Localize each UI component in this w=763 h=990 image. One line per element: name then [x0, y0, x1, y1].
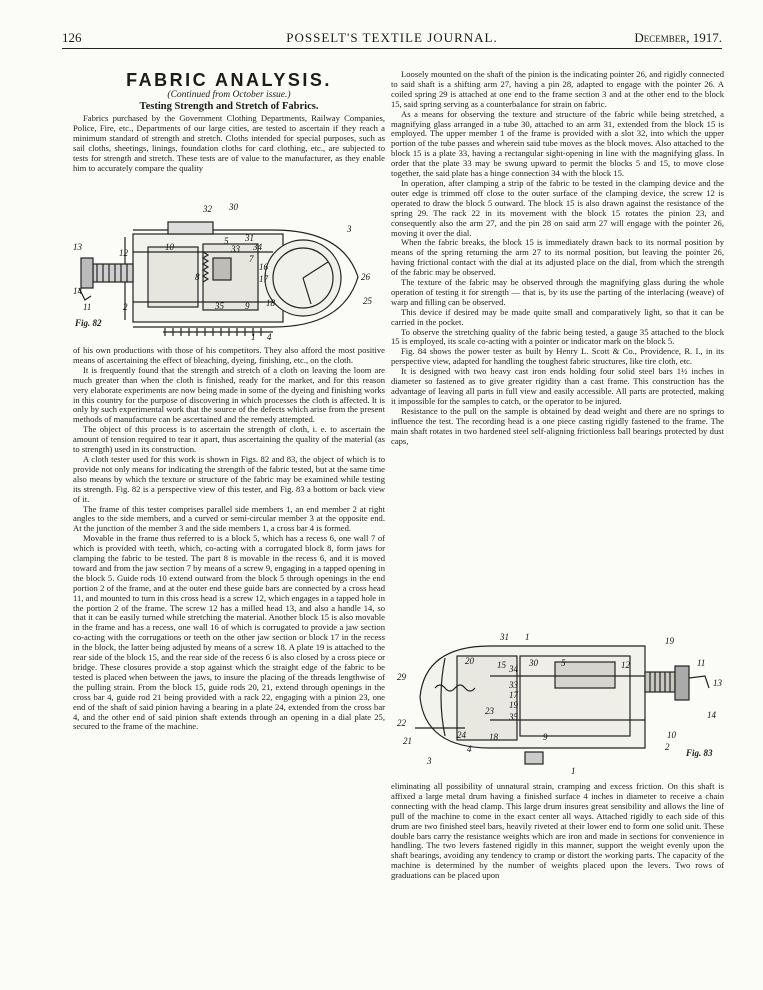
fig83-label: 1 — [525, 632, 530, 642]
paragraph: When the fabric breaks, the block 15 is immediately drawn back to its normal position by means of the spring returning the arm 27 to its normal position, but leaving the pointer 26, having frictional contact with the dial at its adjusted place on the dial, from which the strength of the fabric may be observed. — [391, 237, 724, 278]
paragraph: Fabrics purchased by the Government Clothing Departments, Railway Companies, Police, Fire, etc., Departments of our large cities, are tested to ascertain if they reach a minimum standard of strength and stretch. Cloths intended for special purposes, such as sail cloths, sheetings, linings, foundation cloths for card clothing, etc., are subjected to tests for strength and stretch. These tests are of value to the manufacturer, as they enable him to accurately compare the quality — [73, 113, 385, 173]
fig83-label: 19 — [665, 636, 674, 646]
fig82-label: 14 — [73, 286, 82, 296]
figure-82-caption: Fig. 82 — [75, 318, 102, 328]
page-number: 126 — [62, 30, 82, 45]
fig83-label: 12 — [621, 660, 630, 670]
right-column-continuation — [391, 782, 724, 881]
fig83-label: 22 — [397, 718, 406, 728]
fig83-label: 35 — [509, 712, 518, 722]
fig83-label: 1 — [571, 766, 576, 776]
fig82-label: 32 — [203, 204, 212, 214]
paragraph: Loosely mounted on the shaft of the pinion is the indicating pointer 26, and rigidly connected to said shaft is a shifting arm 27, having a pin 28, adapted to engage with the pointer 26. A coiled spring 29 is attached at one end to the frame section 3 and at the other end to the block 15, said spring serving as a counterbalance for strain on fabric. — [391, 69, 724, 109]
fig82-label: 35 — [215, 301, 224, 311]
section-heading: Testing Strength and Stretch of Fabrics. — [139, 101, 319, 112]
paragraph: The object of this process is to ascertain the strength of cloth, i. e. to ascertain the amount of tension required to tear it apart, thus ascertaining the quality of the material (as to strength) used in its construction. — [73, 424, 385, 455]
article-title: FABRIC ANALYSIS. — [126, 70, 332, 90]
fig83-label: 11 — [697, 658, 706, 668]
fig82-label: 12 — [119, 248, 128, 258]
paragraph: eliminating all possibility of unnatural strain, cramping and excess friction. On this shaft is affixed a large metal drum having a finished surface 4 inches in diameter to receive a chain connecting with the head clamp. This large drum insures great sensibility and allows the line of pull of the machine to come in the exact center all ways. Attached rigidly to each side of this drum are two finished steel bars, heavily riveted at their lower end to form one solid unit. These double bars carry the resistance weights which are iron and made in sections for convenience in handling. The two levers fastened rigidly in this manner, support the weight evenly upon the shaft bearings, avoiding any tendency to cramp or distort the working parts. The capacity of the machine is determined by the number of weights placed upon the levers. Two rows of graduations can be placed upon — [391, 781, 724, 881]
figure-82-illustration — [73, 192, 385, 342]
fig82-label: 26 — [361, 272, 370, 282]
paragraph: In operation, after clamping a strip of the fabric to be tested in the clamping device and the outer edge is trimmed off close to the outer surface of the clamping device, the screw 12 is operated to draw the block 5 outward. The block 15 is also drawn against the resistance of the spring 29. The rack 22 in its movement with the block 15 rotates the pinion 23, and consequently also the arm 27, and the pin 28 on said arm 27 will engage with the pointer 26, moving it over the dial. — [391, 177, 724, 238]
paragraph: To observe the stretching quality of the fabric being tested, a gauge 35 attached to the block 15 is employed, its scale co-acting with a pointer or indicator mark on the block 5. — [391, 326, 724, 347]
fig82-label: 8 — [195, 272, 200, 282]
paragraph: The texture of the fabric may be observed through the magnifying glass during the whole operation of testing it for strength — that is, by its use the parting of the interlacing (weave) of warp and filling can be observed. — [391, 277, 724, 307]
fig83-label: 23 — [485, 706, 494, 716]
fig82-label: 18 — [266, 298, 275, 308]
fig83-label: 5 — [561, 658, 566, 668]
paragraph: Fig. 84 shows the power tester as built by Henry L. Scott & Co., Providence, R. I., in its perspective view, adapted for handling the toughest fabric structures, like tire cloth, etc. — [391, 346, 724, 367]
paragraph: It is frequently found that the strength and stretch of a cloth on leaving the loom are much greater than when the cloth is finished, ready for the market, and for this reason very elaborate experiments are now being made in some of the dyeing and finishing works in this country for the purpose of discovering in which processes the cloth is affected. It is only by such experimental work that the source of the defects which arise from the present methods of manufacture can be ascertained and the remedy attempted. — [73, 364, 385, 425]
figure-83-illustration — [395, 628, 725, 778]
fig83-label: 34 — [509, 664, 518, 674]
fig82-label: 30 — [229, 202, 238, 212]
paragraph: Resistance to the pull on the sample is obtained by dead weight and there are no springs to influence the test. The recording head is a one piece casting rigidly fastened to the frame. The main shaft rotates in two hardened steel self-aligning frictionless ball bearings protected by dust caps, — [391, 405, 724, 446]
fig83-label: 18 — [489, 732, 498, 742]
fig82-label: 9 — [245, 301, 250, 311]
article-continued-note: (Continued from October issue.) — [167, 90, 291, 100]
fig82-label: 7 — [249, 254, 254, 264]
fig82-label: 33 — [231, 244, 240, 254]
fig82-label: 16 — [259, 262, 268, 272]
journal-title: POSSELT'S TEXTILE JOURNAL. — [286, 30, 498, 45]
fig82-label: 34 — [253, 242, 262, 252]
figure-83-caption: Fig. 83 — [686, 748, 713, 758]
paragraph: It is designed with two heavy cast iron ends holding four solid steel bars 1½ inches in diameter so fastened as to give greater rigidity than a cast frame. This construction has the advantage of leaving all parts in full view and easily accessible. All parts are protected, making it impossible for the samples to catch, or the operator to be injured. — [391, 366, 724, 406]
fig83-label: 4 — [467, 744, 472, 754]
fig82-label: 17 — [259, 274, 268, 284]
fig82-label: 11 — [83, 302, 92, 312]
fig83-label: 3 — [427, 756, 432, 766]
fig83-label: 10 — [667, 730, 676, 740]
fig83-label: 30 — [529, 658, 538, 668]
fig83-label: 33 — [509, 680, 518, 690]
fig82-label: 3 — [347, 224, 352, 234]
fig82-label: 4 — [267, 332, 272, 342]
fig83-label: 9 — [543, 732, 548, 742]
fig83-label: 29 — [397, 672, 406, 682]
fig83-label: 19 — [509, 700, 518, 710]
fig83-label: 13 — [713, 678, 722, 688]
fig83-label: 2 — [665, 742, 670, 752]
paragraph: This device if desired may be made quite small and comparatively light, so that it can be carried in the pocket. — [391, 306, 724, 327]
fig83-label: 24 — [457, 730, 466, 740]
fig82-label: 13 — [73, 242, 82, 252]
fig83-label: 21 — [403, 736, 412, 746]
page-header — [62, 30, 722, 46]
paragraph: of his own productions with those of his competitors. They also afford the most positive means of ascertaining the effect of bleaching, dyeing, finishing, etc., on the cloth. — [73, 345, 385, 365]
paragraph: A cloth tester used for this work is shown in Figs. 82 and 83, the object of which is to provide not only means for indicating the strength of the fabric tested, but at the same time also means by which the texture or structure of the fabric may be examined while testing its strength. Fig. 82 is a perspective view of this tester, and Fig. 83 a bottom or back view of it. — [73, 453, 385, 504]
right-column-body — [391, 70, 724, 446]
paragraph: Movable in the frame thus referred to is a block 5, which has a recess 6, one wall 7 of which is provided with teeth, which, co-acting with a corrugated block 8, form jaws for clamping the fabric to be tested. The part 8 is movable in the recess 6, and it is moved toward and from the jaw section 7 by means of a screw 9, engaging in a tapped opening in the block 5. Guide rods 10 extend outward from the block 5 through openings in the end portion 2 of the frame, and at the outer end these guide bars are connected by a cross head 11, and mounted to turn in this cross head is a screw 12, which engages in a tapped hole in the portion 2 of the frame. The screw 12 has a milled head 13, and also a handle 14, so that it can be easily turned while stretching the material. Another block 15 is also movable in the frame and has a recess, one wall 16 of which is corrugated to provide a jaw section co-acting with the corrugations or teeth on the other jaw section or block 17 in the recess in the block, the latter being adjusted by means of a screw 18. A plate 19 is attached to the rear side of the block 15, and the rear side of the recess 6 is also closed by a cross piece or bridge. These closures provide a stop against which the straight edge of the fabric to be tested is placed when between the jaws, to insure the placing of the threads lengthwise of the pulling strain. From the block 15, guide rods 20, 21, extend through openings in the cross bar 4, guide rod 21 being provided with a rack 22, engaging with a pinion 23, one end of the shaft of said pinion having a bearing in a plate 24, extended from the cross bar 4, and the other end of said pinion shaft extends through an opening in a dial plate 25, secured to the frame of the machine. — [73, 533, 385, 732]
paragraph: As a means for observing the texture and structure of the fabric while being stretched, a magnifying glass arranged in a tube 30, attached to an arm 31, extended from the block 15 is employed. The upper member 1 of the frame is provided with a slot 32, into which the upper portion of the tube passes and wherein said tube moves as the block moves. Also attached to the block 15 is a plate 33, having a rectangular sight-opening in line with the magnifying glass. In order that the plate 33 may be swung upward to permit the blocks 5 and 15, to move close together, the said plate has a hinge connection 34 with the block 15. — [391, 108, 724, 179]
fig82-label: 1 — [251, 332, 256, 342]
fig83-label: 14 — [707, 710, 716, 720]
paragraph: The frame of this tester comprises parallel side members 1, an end member 2 at right angles to the side members, and a curved or semi-circular member 3 at the opposite end. At the junction of the member 3 and the side members 1, a cross bar 4 is formed. — [73, 503, 385, 534]
left-column-body — [73, 346, 385, 732]
fig83-label: 15 — [497, 660, 506, 670]
fig82-label: 5 — [224, 236, 229, 246]
fig83-label: 20 — [465, 656, 474, 666]
left-column-intro — [73, 114, 385, 173]
fig82-label: 10 — [165, 242, 174, 252]
fig82-label: 25 — [363, 296, 372, 306]
header-rule — [62, 48, 722, 49]
issue-date: December, 1917. — [634, 30, 722, 45]
fig83-label: 31 — [500, 632, 509, 642]
fig82-label: 2 — [123, 302, 128, 312]
fig83-label: 17 — [509, 690, 518, 700]
fig82-label: 31 — [245, 233, 254, 243]
